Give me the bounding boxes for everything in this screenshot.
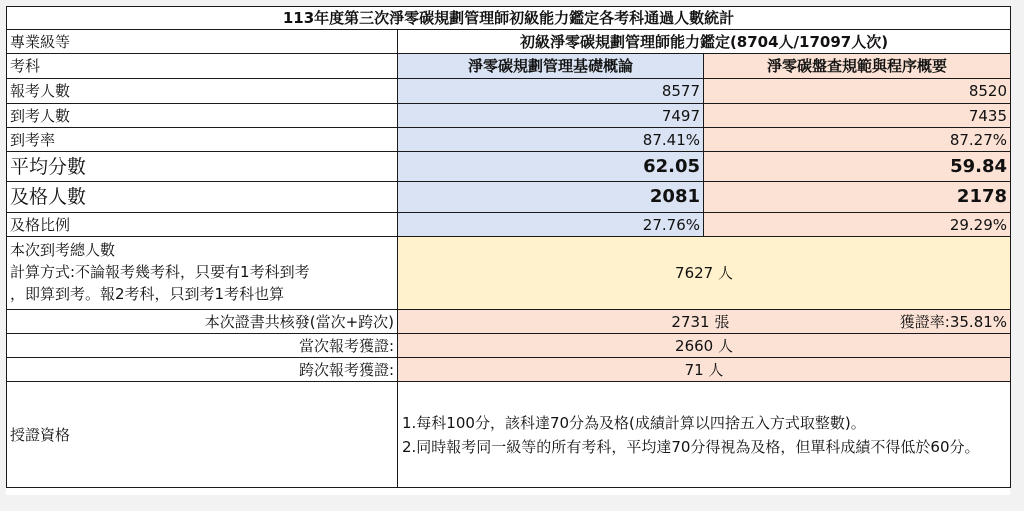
table-row [7, 79, 1011, 104]
exam-stats-table [6, 6, 1011, 488]
subject-1-value: 2081 [398, 182, 704, 213]
cert-label: 本次證書共核發(當次+跨次) [7, 310, 398, 334]
stats-table-sheet [6, 6, 1010, 495]
table-row [7, 128, 1011, 152]
title-row [7, 7, 1011, 30]
qualification-row [7, 382, 1011, 488]
subject-1-value: 8577 [398, 79, 704, 104]
table-row [7, 104, 1011, 128]
subject-1-header: 淨零碳規劃管理基礎概論 [398, 54, 704, 79]
level-label: 專業級等 [7, 30, 398, 54]
subject-2-value: 8520 [704, 79, 1011, 104]
row-label: 報考人數 [7, 79, 398, 104]
subject-2-value: 7435 [704, 104, 1011, 128]
subject-2-value: 87.27% [704, 128, 1011, 152]
total-method-line1: 計算方式:不論報考幾考科，只要有1考科到考 [10, 263, 310, 281]
row-label: 到考人數 [7, 104, 398, 128]
table-title: 113年度第三次淨零碳規劃管理師初級能力鑑定各考科通過人數統計 [7, 7, 1011, 30]
subject-2-header: 淨零碳盤查規範與程序概要 [704, 54, 1011, 79]
row-label: 及格比例 [7, 213, 398, 237]
total-attendance-row [7, 237, 1011, 310]
total-title: 本次到考總人數 [10, 241, 116, 259]
subject-1-value: 7497 [398, 104, 704, 128]
cert-rate: 獲證率:35.81% [899, 312, 1008, 331]
subject-1-value: 62.05 [398, 152, 704, 182]
total-attendance-value: 7627 人 [398, 237, 1011, 310]
cross-cert-label: 跨次報考獲證: [7, 358, 398, 382]
level-row [7, 30, 1011, 54]
table-row [7, 213, 1011, 237]
qualification-rule-1: 1.每科100分，該科達70分為及格(成績計算以四捨五入方式取整數)。 [402, 413, 866, 432]
cert-value-cell [398, 310, 1011, 334]
subject-1-value: 27.76% [398, 213, 704, 237]
table-row [7, 152, 1011, 182]
row-label: 及格人數 [7, 182, 398, 213]
qualification-text [398, 382, 1011, 488]
level-value: 初級淨零碳規劃管理師能力鑑定(8704人/17097人次) [398, 30, 1011, 54]
current-cert-row [7, 334, 1011, 358]
subject-1-value: 87.41% [398, 128, 704, 152]
qualification-rule-2: 2.同時報考同一級等的所有考科，平均達70分得視為及格，但單科成績不得低於60分。 [402, 437, 980, 456]
subject-2-value: 2178 [704, 182, 1011, 213]
row-label: 到考率 [7, 128, 398, 152]
cross-cert-value: 71 人 [398, 358, 1011, 382]
row-label: 平均分數 [7, 152, 398, 182]
cert-count: 2731 張 [671, 312, 730, 331]
total-attendance-label [7, 237, 398, 310]
total-method-line2: ，即算到考。報2考科，只到考1考科也算 [10, 285, 285, 303]
current-cert-label: 當次報考獲證: [7, 334, 398, 358]
subject-2-value: 59.84 [704, 152, 1011, 182]
table-row [7, 182, 1011, 213]
cert-row [7, 310, 1011, 334]
cross-cert-row [7, 358, 1011, 382]
current-cert-value: 2660 人 [398, 334, 1011, 358]
subject-row [7, 54, 1011, 79]
subject-2-value: 29.29% [704, 213, 1011, 237]
subject-label: 考科 [7, 54, 398, 79]
qualification-label: 授證資格 [7, 382, 398, 488]
